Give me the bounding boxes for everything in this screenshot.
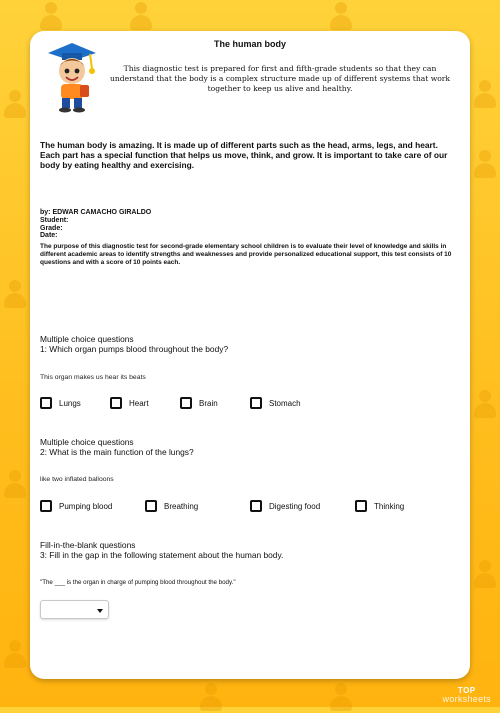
student-info xyxy=(40,209,151,240)
background-person-icon xyxy=(330,2,352,32)
chevron-down-icon[interactable] xyxy=(97,609,103,613)
checkbox[interactable] xyxy=(250,500,262,512)
background-person-icon xyxy=(40,2,62,32)
background-person-icon xyxy=(200,683,222,713)
checkbox[interactable] xyxy=(145,500,157,512)
q2-option-digesting-food[interactable] xyxy=(250,500,320,512)
question-3-section: Fill-in-the-blank questions xyxy=(40,540,136,550)
question-1-text: 1: Which organ pumps blood throughout the body? xyxy=(40,344,229,354)
option-label: Digesting food xyxy=(269,501,321,511)
background-person-icon xyxy=(4,280,26,310)
purpose-text: The purpose of this diagnostic test for second-grade elementary school children is to evaluate their level of knowledge and skills in different academic areas to identify strengths and weaknesses and provide personalized educational support, this test consists of 10 questions and with a score of 10 points each. xyxy=(40,243,452,266)
intro-text: This diagnostic test is prepared for first and fifth-grade students so that they can understand that the body is a complex structure made up of different systems that work together to keep us alive and healthy. xyxy=(109,64,451,93)
date-label: Date: xyxy=(40,232,58,240)
checkbox[interactable] xyxy=(110,397,122,409)
option-label: Brain xyxy=(199,398,218,408)
grade-label: Grade: xyxy=(40,224,63,232)
background-person-icon xyxy=(130,2,152,32)
background-person-icon xyxy=(4,640,26,670)
option-label: Thinking xyxy=(374,501,405,511)
page-title: The human body xyxy=(214,39,286,49)
question-1-section: Multiple choice questions xyxy=(40,334,134,344)
worksheet-card xyxy=(30,31,470,679)
description-paragraph: The human body is amazing. It is made up of different parts such as the head, arms, legs, and heart. Each part has a special function that helps us move, think, and grow. It is important to take care of our body by eating healthy and exercising. xyxy=(40,140,448,170)
brand-line-1: TOP xyxy=(457,686,476,695)
q1-option-heart[interactable] xyxy=(110,397,149,409)
option-label: Breathing xyxy=(164,501,199,511)
background-person-icon xyxy=(474,150,496,180)
background-person-icon xyxy=(4,90,26,120)
checkbox[interactable] xyxy=(180,397,192,409)
question-2-header xyxy=(40,437,194,457)
background-person-icon xyxy=(474,80,496,110)
author-line: by: EDWAR CAMACHO GIRALDO xyxy=(40,209,152,216)
q2-option-pumping-blood[interactable] xyxy=(40,500,112,512)
background-person-icon xyxy=(474,560,496,590)
brand-logo xyxy=(442,686,491,704)
background-person-icon xyxy=(474,390,496,420)
option-label: Stomach xyxy=(269,398,301,408)
q1-option-brain[interactable] xyxy=(180,397,218,409)
option-label: Pumping blood xyxy=(59,501,113,511)
answer-dropdown[interactable] xyxy=(40,600,109,619)
checkbox[interactable] xyxy=(355,500,367,512)
option-label: Heart xyxy=(129,398,149,408)
background-person-icon xyxy=(330,683,352,713)
q2-option-breathing[interactable] xyxy=(145,500,198,512)
checkbox[interactable] xyxy=(250,397,262,409)
q1-option-lungs[interactable] xyxy=(40,397,81,409)
student-label: Student: xyxy=(40,216,69,224)
checkbox[interactable] xyxy=(40,397,52,409)
question-3-statement: "The ___ is the organ in charge of pumping blood throughout the body." xyxy=(40,579,236,586)
brand-line-2: worksheets xyxy=(442,694,491,704)
checkbox[interactable] xyxy=(40,500,52,512)
question-1-hint: This organ makes us hear its beats xyxy=(40,374,146,381)
student-mascot-icon xyxy=(42,41,100,113)
background-person-icon xyxy=(4,470,26,500)
q2-option-thinking[interactable] xyxy=(355,500,404,512)
question-1-header xyxy=(40,334,228,354)
question-2-section: Multiple choice questions xyxy=(40,437,134,447)
question-3-header xyxy=(40,540,283,560)
question-2-hint: like two inflated balloons xyxy=(40,476,114,483)
q1-option-stomach[interactable] xyxy=(250,397,301,409)
question-3-text: 3: Fill in the gap in the following statement about the human body. xyxy=(40,550,284,560)
question-2-text: 2: What is the main function of the lungs? xyxy=(40,447,194,457)
option-label: Lungs xyxy=(59,398,81,408)
